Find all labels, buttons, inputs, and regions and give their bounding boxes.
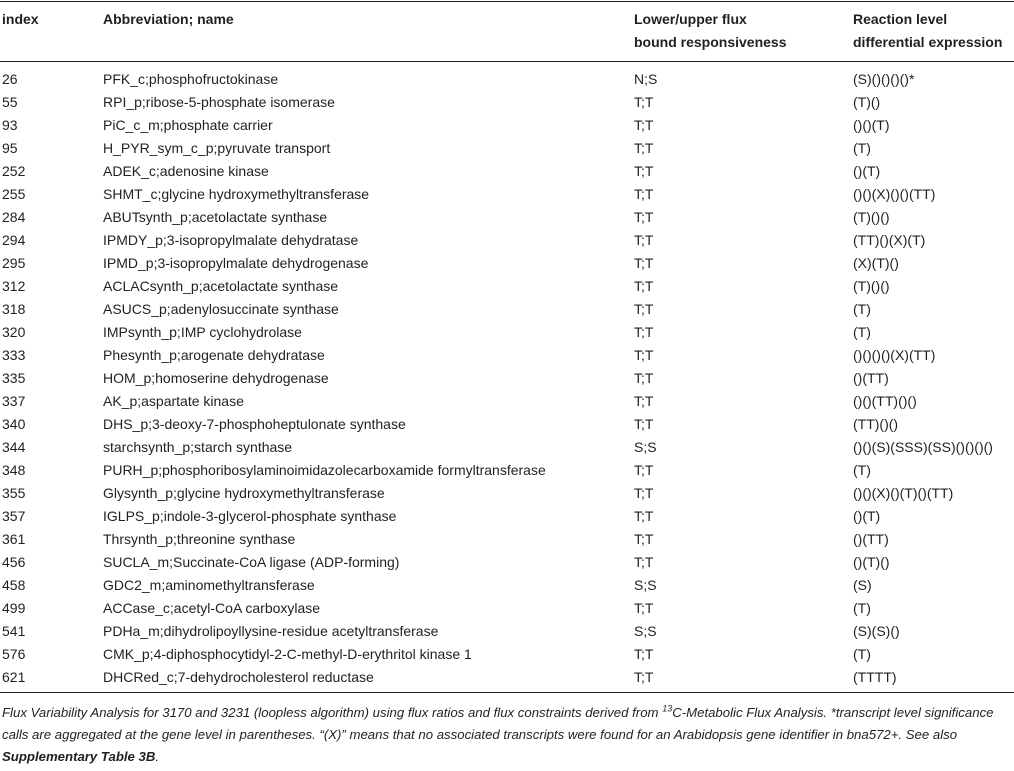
- cell-flux: T;T: [634, 163, 654, 179]
- cell-index: 340: [2, 416, 26, 432]
- table-row: [0, 643, 1014, 666]
- cell-flux: S;S: [634, 623, 657, 639]
- cell-expression: (T): [853, 462, 871, 478]
- cell-index: 295: [2, 255, 26, 271]
- table-body: [0, 68, 1014, 689]
- header-flux: [634, 8, 786, 54]
- table-row: [0, 574, 1014, 597]
- header-expression-line2: differential expression: [853, 34, 1003, 50]
- table-row: [0, 137, 1014, 160]
- cell-expression: (TT)()(): [853, 416, 899, 432]
- cell-name: IPMDY_p;3-isopropylmalate dehydratase: [103, 232, 359, 248]
- cell-flux: T;T: [634, 393, 654, 409]
- cell-expression: (T): [853, 324, 871, 340]
- cell-index: 344: [2, 439, 26, 455]
- table-caption: [2, 702, 1012, 768]
- table-row: [0, 666, 1014, 689]
- cell-flux: T;T: [634, 94, 654, 110]
- cell-name: ABUTsynth_p;acetolactate synthase: [103, 209, 328, 225]
- cell-flux: T;T: [634, 301, 654, 317]
- cell-name: IMPsynth_p;IMP cyclohydrolase: [103, 324, 302, 340]
- cell-name: PURH_p;phosphoribosylaminoimidazolecarboxamide formyltransferase: [103, 462, 546, 478]
- header-flux-line2: bound responsiveness: [634, 34, 787, 50]
- cell-flux: T;T: [634, 232, 654, 248]
- cell-flux: T;T: [634, 209, 654, 225]
- table-row: [0, 436, 1014, 459]
- table-row: [0, 229, 1014, 252]
- cell-flux: T;T: [634, 347, 654, 363]
- cell-index: 55: [2, 94, 18, 110]
- cell-index: 95: [2, 140, 18, 156]
- cell-index: 252: [2, 163, 26, 179]
- cell-index: 576: [2, 646, 26, 662]
- cell-expression: (T)()(): [853, 209, 890, 225]
- header-expression: [853, 8, 1002, 54]
- cell-name: HOM_p;homoserine dehydrogenase: [103, 370, 329, 386]
- cell-expression: ()(T): [853, 163, 881, 179]
- cell-expression: (T): [853, 140, 871, 156]
- header-rule: [0, 61, 1014, 62]
- table-row: [0, 482, 1014, 505]
- cell-name: PFK_c;phosphofructokinase: [103, 71, 279, 87]
- header-flux-line1: Lower/upper flux: [634, 11, 747, 27]
- cell-expression: ()()(TT)()(): [853, 393, 917, 409]
- cell-flux: T;T: [634, 554, 654, 570]
- cell-index: 357: [2, 508, 26, 524]
- supplementary-table-link[interactable]: Supplementary Table 3B: [2, 749, 156, 764]
- header-name-text: Abbreviation; name: [103, 11, 234, 27]
- cell-flux: S;S: [634, 439, 657, 455]
- cell-flux: T;T: [634, 140, 654, 156]
- table-row: [0, 298, 1014, 321]
- header-index-text: index: [2, 11, 39, 27]
- cell-flux: T;T: [634, 485, 654, 501]
- cell-index: 541: [2, 623, 26, 639]
- cell-index: 499: [2, 600, 26, 616]
- cell-flux: T;T: [634, 255, 654, 271]
- cell-name: CMK_p;4-diphosphocytidyl-2-C-methyl-D-erythritol kinase 1: [103, 646, 472, 662]
- cell-expression: (TTTT): [853, 669, 897, 685]
- caption-part2: C-Metabolic Flux Analysis. *transcript level significance calls are aggregated at the gene level in parentheses. “(X)” means that no associated transcripts were found for an Arabidopsis gene identifier in bna572+. See also: [2, 705, 994, 742]
- cell-index: 348: [2, 462, 26, 478]
- cell-flux: T;T: [634, 416, 654, 432]
- cell-expression: ()(T)(): [853, 554, 890, 570]
- cell-name: DHS_p;3-deoxy-7-phosphoheptulonate synthase: [103, 416, 406, 432]
- cell-flux: T;T: [634, 600, 654, 616]
- cell-name: DHCRed_c;7-dehydrocholesterol reductase: [103, 669, 374, 685]
- cell-expression: (S)(S)(): [853, 623, 900, 639]
- cell-name: ASUCS_p;adenylosuccinate synthase: [103, 301, 339, 317]
- cell-expression: ()()(X)()(T)()(TT): [853, 485, 954, 501]
- cell-expression: (S)()()()()*: [853, 71, 915, 87]
- cell-name: SHMT_c;glycine hydroxymethyltransferase: [103, 186, 370, 202]
- table-row: [0, 344, 1014, 367]
- cell-expression: ()(T): [853, 508, 881, 524]
- cell-flux: T;T: [634, 117, 654, 133]
- cell-expression: (S): [853, 577, 872, 593]
- cell-expression: ()()(X)()()(TT): [853, 186, 936, 202]
- cell-index: 355: [2, 485, 26, 501]
- cell-expression: ()(TT): [853, 370, 889, 386]
- cell-name: PiC_c_m;phosphate carrier: [103, 117, 273, 133]
- cell-name: IPMD_p;3-isopropylmalate dehydrogenase: [103, 255, 369, 271]
- cell-expression: ()(TT): [853, 531, 889, 547]
- cell-flux: T;T: [634, 646, 654, 662]
- header-name: [103, 8, 234, 31]
- header-index: [2, 8, 39, 31]
- caption-part1: Flux Variability Analysis for 3170 and 3231 (loopless algorithm) using flux ratios and flux constraints derived from: [2, 705, 663, 720]
- cell-name: ACCase_c;acetyl-CoA carboxylase: [103, 600, 321, 616]
- cell-index: 333: [2, 347, 26, 363]
- table-row: [0, 206, 1014, 229]
- table-row: [0, 620, 1014, 643]
- cell-flux: T;T: [634, 531, 654, 547]
- cell-index: 318: [2, 301, 26, 317]
- cell-index: 93: [2, 117, 18, 133]
- cell-expression: ()()()()(X)(TT): [853, 347, 936, 363]
- cell-expression: (TT)()(X)(T): [853, 232, 926, 248]
- cell-index: 361: [2, 531, 26, 547]
- table-row: [0, 114, 1014, 137]
- table-row: [0, 505, 1014, 528]
- cell-name: GDC2_m;aminomethyltransferase: [103, 577, 315, 593]
- cell-name: RPI_p;ribose-5-phosphate isomerase: [103, 94, 335, 110]
- cell-expression: ()()(S)(SSS)(SS)()()()(): [853, 439, 993, 455]
- cell-expression: (T): [853, 646, 871, 662]
- table-row: [0, 390, 1014, 413]
- cell-expression: (T)(): [853, 94, 881, 110]
- caption-end: .: [155, 749, 160, 764]
- cell-expression: (T): [853, 301, 871, 317]
- cell-index: 312: [2, 278, 26, 294]
- bottom-rule: [0, 692, 1014, 693]
- cell-name: ADEK_c;adenosine kinase: [103, 163, 269, 179]
- table-row: [0, 160, 1014, 183]
- table-row: [0, 252, 1014, 275]
- cell-expression: ()()(T): [853, 117, 890, 133]
- cell-flux: T;T: [634, 462, 654, 478]
- cell-name: Phesynth_p;arogenate dehydratase: [103, 347, 325, 363]
- caption-superscript: 13: [662, 703, 673, 714]
- table-row: [0, 68, 1014, 91]
- cell-index: 621: [2, 669, 26, 685]
- cell-index: 284: [2, 209, 26, 225]
- cell-index: 26: [2, 71, 18, 87]
- cell-name: Thrsynth_p;threonine synthase: [103, 531, 296, 547]
- table-row: [0, 551, 1014, 574]
- cell-name: starchsynth_p;starch synthase: [103, 439, 293, 455]
- table-row: [0, 413, 1014, 436]
- cell-flux: T;T: [634, 508, 654, 524]
- cell-index: 456: [2, 554, 26, 570]
- cell-name: AK_p;aspartate kinase: [103, 393, 244, 409]
- cell-index: 335: [2, 370, 26, 386]
- cell-index: 320: [2, 324, 26, 340]
- cell-index: 458: [2, 577, 26, 593]
- cell-index: 294: [2, 232, 26, 248]
- top-rule: [0, 1, 1014, 2]
- cell-name: SUCLA_m;Succinate-CoA ligase (ADP-forming): [103, 554, 400, 570]
- table-row: [0, 91, 1014, 114]
- cell-expression: (T)()(): [853, 278, 890, 294]
- table-row: [0, 183, 1014, 206]
- table-row: [0, 367, 1014, 390]
- cell-name: IGLPS_p;indole-3-glycerol-phosphate synthase: [103, 508, 397, 524]
- cell-flux: T;T: [634, 324, 654, 340]
- table-row: [0, 528, 1014, 551]
- cell-flux: T;T: [634, 186, 654, 202]
- cell-expression: (T): [853, 600, 871, 616]
- table-row: [0, 459, 1014, 482]
- cell-name: PDHa_m;dihydrolipoyllysine-residue acetyltransferase: [103, 623, 439, 639]
- cell-flux: T;T: [634, 669, 654, 685]
- cell-index: 337: [2, 393, 26, 409]
- cell-flux: N;S: [634, 71, 658, 87]
- table-row: [0, 597, 1014, 620]
- cell-flux: T;T: [634, 370, 654, 386]
- cell-flux: T;T: [634, 278, 654, 294]
- cell-flux: S;S: [634, 577, 657, 593]
- header-expression-line1: Reaction level: [853, 11, 948, 27]
- cell-name: Glysynth_p;glycine hydroxymethyltransferase: [103, 485, 385, 501]
- cell-expression: (X)(T)(): [853, 255, 899, 271]
- table-row: [0, 321, 1014, 344]
- cell-name: H_PYR_sym_c_p;pyruvate transport: [103, 140, 331, 156]
- cell-index: 255: [2, 186, 26, 202]
- table-row: [0, 275, 1014, 298]
- cell-name: ACLACsynth_p;acetolactate synthase: [103, 278, 339, 294]
